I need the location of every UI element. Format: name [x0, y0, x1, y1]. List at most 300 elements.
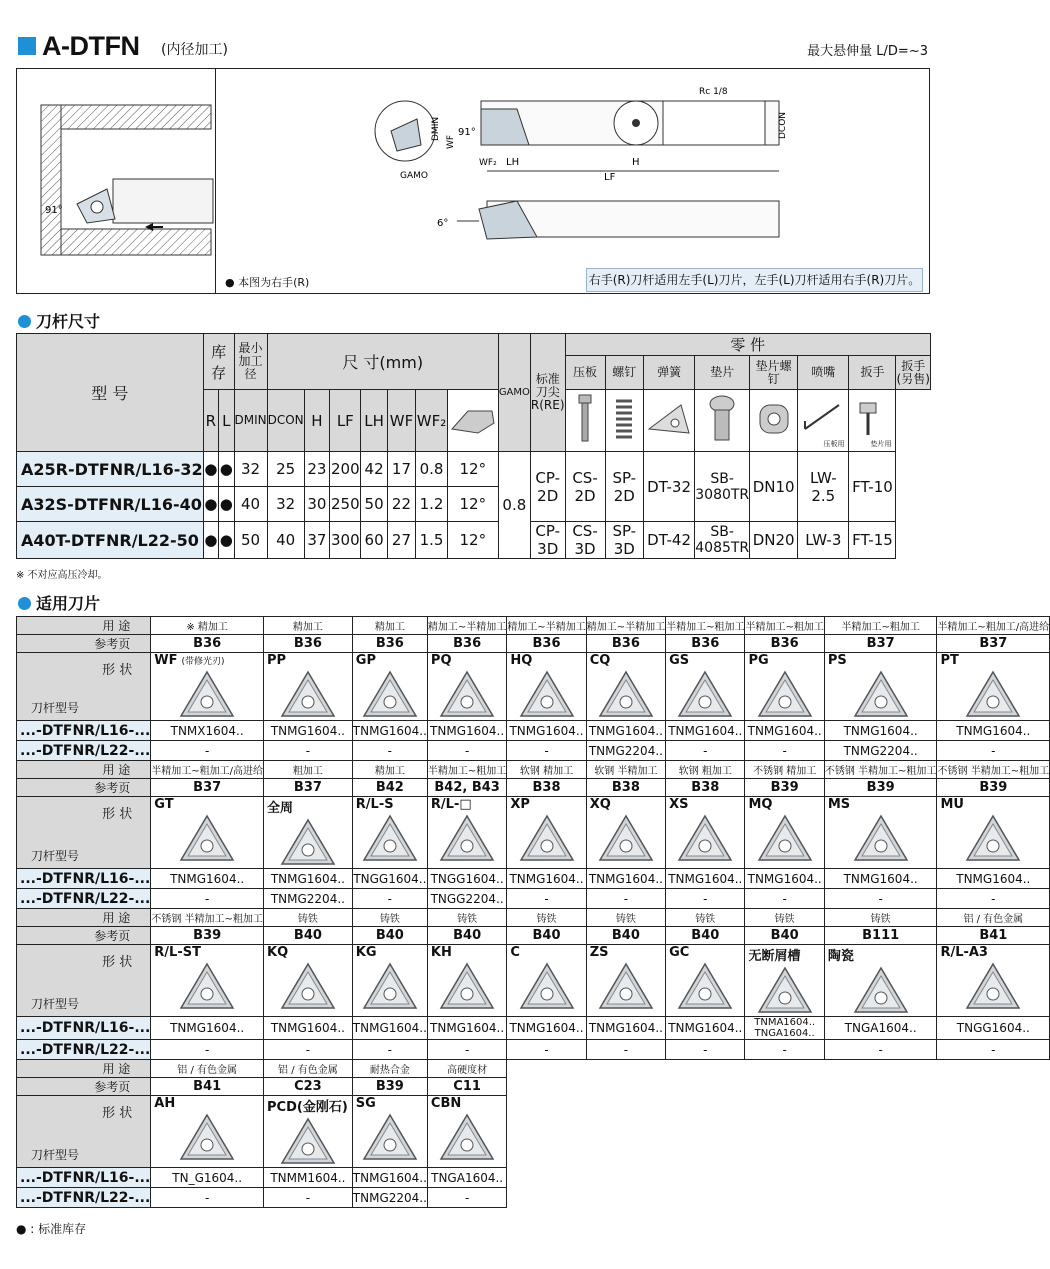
insert-shape-icon [360, 812, 420, 864]
insert-page: B40 [666, 927, 745, 945]
insert-shape: PCD(金刚石) [264, 1096, 353, 1168]
insert-shape: R/L-ST [151, 945, 264, 1017]
insert-model: TNMX1604.. [151, 721, 264, 741]
use-row-label: 用 途 [17, 1060, 151, 1078]
insert-use: 铝 / 有色金属 [264, 1060, 353, 1078]
insert-shape: PG [745, 653, 824, 721]
i16-row-label: ...-DTFNR/L16-... [17, 721, 151, 741]
insert-shape-icon [278, 960, 338, 1012]
insert-shape-icon [851, 964, 911, 1016]
insert-shape: SG [352, 1096, 427, 1168]
insert-page: B38 [507, 779, 586, 797]
insert-model: - [937, 1040, 1050, 1060]
c-lf: LF [330, 390, 361, 452]
insert-model: TNMG2204.. [824, 741, 937, 761]
insert-page: B36 [352, 635, 427, 653]
c-lh: LH [361, 390, 387, 452]
insert-model: TNMG1604.. [264, 721, 353, 741]
c-r: R [203, 390, 218, 452]
insert-shape: KG [352, 945, 427, 1017]
holder-table [16, 333, 931, 559]
re-value: 0.8 [498, 452, 530, 559]
table-row [17, 721, 1050, 741]
insert-model: - [264, 1188, 353, 1208]
use-row-label: 用 途 [17, 761, 151, 779]
page-row-label: 参考页 [17, 779, 151, 797]
i16-row-label: ...-DTFNR/L16-... [17, 869, 151, 889]
legend-stock: ● : 标准库存 [16, 1222, 87, 1236]
c-dmin: DMIN [234, 390, 267, 452]
insert-use: 软钢 粗加工 [666, 761, 745, 779]
h-stock: 库存 [203, 334, 234, 390]
insert-model: TNMG1604.. [586, 1017, 665, 1040]
insert-page: B36 [745, 635, 824, 653]
table-row: A25R-DTFNR/L16-32 ● ● 32 25 23 200 42 17 0.8 12° 0.8 CP-2D CS-2D SP-2D DT-32 SB-3080TR DN10 LW-2.5 FT-10 [17, 452, 931, 487]
insert-page: C23 [264, 1078, 353, 1096]
insert-use: 精加工 [352, 617, 427, 635]
insert-model: - [352, 741, 427, 761]
insert-use: 软钢 精加工 [507, 761, 586, 779]
insert-use: 半精加工~粗加工/高进给 [151, 761, 264, 779]
insert-use: 精加工~半精加工 [427, 617, 506, 635]
insert-shape: XP [507, 797, 586, 869]
i22-row-label: ...-DTFNR/L22-... [17, 1040, 151, 1060]
insert-model: - [151, 741, 264, 761]
c-h: H [304, 390, 330, 452]
insert-model: TNMG1604.. [824, 869, 937, 889]
insert-page: B39 [352, 1078, 427, 1096]
insert-model: TNMG2204.. [586, 741, 665, 761]
insert-shape: GC [666, 945, 745, 1017]
insert-model: - [745, 1040, 824, 1060]
insert-use: 精加工~半精加工 [586, 617, 665, 635]
insert-use: 精加工 [352, 761, 427, 779]
table-row [17, 761, 1050, 779]
insert-model: - [586, 889, 665, 909]
table-row [17, 797, 1050, 869]
insert-shape: ZS [586, 945, 665, 1017]
h-min: 最小加工径 [234, 334, 267, 390]
insert-shape: WF (带修光刃) [151, 653, 264, 721]
insert-model: - [937, 889, 1050, 909]
insert-use: 铸铁 [745, 909, 824, 927]
insert-model: - [666, 889, 745, 909]
insert-model: TNMG1604.. [666, 721, 745, 741]
insert-shape-icon [177, 1111, 237, 1163]
insert-model: - [151, 1188, 264, 1208]
insert-use: 铝 / 有色金属 [937, 909, 1050, 927]
insert-shape: GS [666, 653, 745, 721]
insert-shape: PQ [427, 653, 506, 721]
insert-model: TNMG1604.. [666, 869, 745, 889]
screw-icon [565, 390, 605, 452]
holder-drawing [17, 69, 931, 295]
insert-model: TNMG2204.. [264, 889, 353, 909]
insert-page: B37 [264, 779, 353, 797]
insert-shape-icon [963, 960, 1023, 1012]
insert-model: - [352, 1040, 427, 1060]
table-row [17, 1168, 1050, 1188]
insert-page: B38 [586, 779, 665, 797]
insert-model: TNMG1604.. [427, 721, 506, 741]
table-row [17, 945, 1050, 1017]
table-row [17, 1060, 1050, 1078]
insert-shape: MS [824, 797, 937, 869]
insert-use: 铸铁 [666, 909, 745, 927]
insert-page: C11 [427, 1078, 506, 1096]
insert-page: B41 [937, 927, 1050, 945]
insert-shape: PT [937, 653, 1050, 721]
right-hand-note: ● 本图为右手(R) [225, 276, 310, 289]
part-wrench-opt: 扳手(另售) [896, 356, 931, 390]
i16-row-label: ...-DTFNR/L16-... [17, 1168, 151, 1188]
insert-shape-icon [851, 812, 911, 864]
section-inserts: 适用刀片 [18, 591, 100, 614]
page-title: A-DTFN [42, 31, 140, 61]
clamp-icon [447, 390, 498, 452]
insert-model: TNMG1604.. [352, 721, 427, 741]
spring-icon [605, 390, 643, 452]
insert-use: 不锈钢 精加工 [745, 761, 824, 779]
table-row [17, 1096, 1050, 1168]
lh-label: LH [506, 157, 520, 168]
insert-shape-icon [437, 812, 497, 864]
table-row [17, 635, 1050, 653]
shape-holder-header: 形 状 刀杆型号 [17, 945, 151, 1017]
use-row-label: 用 途 [17, 617, 151, 635]
insert-use: 铸铁 [264, 909, 353, 927]
shape-holder-header: 形 状 刀杆型号 [17, 797, 151, 869]
insert-model: TNMG1604.. [507, 1017, 586, 1040]
i22-row-label: ...-DTFNR/L22-... [17, 1188, 151, 1208]
insert-page: B40 [507, 927, 586, 945]
insert-model: TNMG1604.. [427, 1017, 506, 1040]
insert-model: - [745, 889, 824, 909]
insert-shape: XQ [586, 797, 665, 869]
table-row [17, 1017, 1050, 1040]
footnote: ※ 不对应高压冷却。 [16, 570, 108, 581]
bullet-icon [18, 315, 31, 328]
insert-use: 铸铁 [824, 909, 937, 927]
insert-model: TNMG1604.. [507, 721, 586, 741]
insert-use: ※ 精加工 [151, 617, 264, 635]
insert-shape: R/L-S [352, 797, 427, 869]
insert-model: - [352, 889, 427, 909]
insert-model: - [824, 889, 937, 909]
insert-page: B42, B43 [427, 779, 506, 797]
insert-use: 耐热合金 [352, 1060, 427, 1078]
insert-page: B37 [824, 635, 937, 653]
c-wf: WF [387, 390, 415, 452]
insert-shape-icon [360, 668, 420, 720]
insert-shape-icon [596, 812, 656, 864]
table-row [17, 889, 1050, 909]
c-dcon: DCON [267, 390, 304, 452]
insert-page: B38 [666, 779, 745, 797]
insert-page: B37 [151, 779, 264, 797]
part-shim: 垫片 [695, 356, 750, 390]
insert-model: TNMG1604.. [352, 1168, 427, 1188]
insert-model: TNMG2204.. [352, 1188, 427, 1208]
insert-model: TNMG1604.. [824, 721, 937, 741]
page-header [16, 31, 934, 62]
insert-use: 半精加工~粗加工 [427, 761, 506, 779]
insert-shape: GP [352, 653, 427, 721]
insert-shape: HQ [507, 653, 586, 721]
insert-page: B40 [264, 927, 353, 945]
shim-screw-icon [695, 390, 750, 452]
insert-shape: PP [264, 653, 353, 721]
insert-model: - [745, 741, 824, 761]
insert-use: 铸铁 [427, 909, 506, 927]
insert-model: TNMA1604.. TNGA1604.. [745, 1017, 824, 1040]
use-row-label: 用 途 [17, 909, 151, 927]
insert-page: B36 [264, 635, 353, 653]
insert-shape: 陶瓷 [824, 945, 937, 1017]
insert-use: 粗加工 [264, 761, 353, 779]
shim-icon [643, 390, 694, 452]
wrench-icon: 压板用 [798, 390, 849, 452]
insert-model: TNMG1604.. [937, 721, 1050, 741]
part-wrench: 扳手 [849, 356, 896, 390]
insert-shape: KQ [264, 945, 353, 1017]
insert-shape: MQ [745, 797, 824, 869]
insert-page: B40 [352, 927, 427, 945]
h-re: 标准刀尖R(RE) [530, 334, 565, 452]
c-l: L [219, 390, 234, 452]
insert-shape-icon [177, 960, 237, 1012]
h-model: 型 号 [17, 334, 204, 452]
insert-shape: CQ [586, 653, 665, 721]
insert-page: B36 [427, 635, 506, 653]
insert-shape-icon [360, 960, 420, 1012]
insert-shape: 无断屑槽 [745, 945, 824, 1017]
insert-model: - [427, 741, 506, 761]
insert-shape-icon [517, 812, 577, 864]
insert-page: B37 [937, 635, 1050, 653]
insert-use: 铸铁 [586, 909, 665, 927]
insert-shape-icon [675, 812, 735, 864]
table-row [17, 1040, 1050, 1060]
insert-shape-icon [437, 960, 497, 1012]
page-row-label: 参考页 [17, 927, 151, 945]
shape-holder-header: 形 状 刀杆型号 [17, 1096, 151, 1168]
insert-page: B39 [824, 779, 937, 797]
insert-model: TNMG1604.. [586, 869, 665, 889]
insert-model: TNMG1604.. [151, 869, 264, 889]
title-square-icon [18, 37, 36, 55]
insert-model: TNGG1604.. [427, 869, 506, 889]
angle-91-left: 91° [45, 205, 63, 216]
insert-shape-icon [851, 668, 911, 720]
nozzle-icon [750, 390, 798, 452]
insert-shape: MU [937, 797, 1050, 869]
insert-model: - [824, 1040, 937, 1060]
insert-model: - [427, 1188, 506, 1208]
insert-shape: R/L-□ [427, 797, 506, 869]
i22-row-label: ...-DTFNR/L22-... [17, 741, 151, 761]
insert-model: TNMG1604.. [745, 869, 824, 889]
insert-model: - [151, 1040, 264, 1060]
insert-shape: PS [824, 653, 937, 721]
insert-model: - [586, 1040, 665, 1060]
table-row [17, 617, 1050, 635]
insert-model: TNMG1604.. [352, 1017, 427, 1040]
holder-diagram [16, 68, 930, 294]
shape-holder-header: 形 状 刀杆型号 [17, 653, 151, 721]
insert-use: 半精加工~粗加工 [745, 617, 824, 635]
insert-use: 半精加工~粗加工/高进给 [937, 617, 1050, 635]
insert-shape-icon [517, 960, 577, 1012]
insert-shape-icon [278, 816, 338, 868]
insert-shape-icon [755, 668, 815, 720]
insert-page: B36 [666, 635, 745, 653]
insert-shape-icon [963, 668, 1023, 720]
insert-model: TNGG1604.. [352, 869, 427, 889]
wrench-opt-icon: 垫片用 [849, 390, 896, 452]
table-row [17, 909, 1050, 927]
lf-label: LF [604, 172, 616, 183]
insert-shape: GT [151, 797, 264, 869]
page-subtitle: (内径加工) [161, 42, 228, 58]
insert-shape: CBN [427, 1096, 506, 1168]
insert-page: B41 [151, 1078, 264, 1096]
insert-model: - [507, 741, 586, 761]
insert-model: - [264, 1040, 353, 1060]
insert-shape: C [507, 945, 586, 1017]
insert-use: 不锈钢 半精加工~粗加工 [937, 761, 1050, 779]
insert-use: 不锈钢 半精加工~粗加工 [151, 909, 264, 927]
insert-shape-icon [177, 668, 237, 720]
insert-shape-icon [596, 668, 656, 720]
insert-shape-icon [177, 812, 237, 864]
insert-use: 半精加工~粗加工 [666, 617, 745, 635]
i22-row-label: ...-DTFNR/L22-... [17, 889, 151, 909]
insert-model: TNGG1604.. [937, 1017, 1050, 1040]
insert-shape: KH [427, 945, 506, 1017]
table-row [17, 869, 1050, 889]
table-row [17, 1078, 1050, 1096]
insert-shape: XS [666, 797, 745, 869]
angle-91-top: 91° [458, 127, 476, 138]
insert-shape-icon [755, 964, 815, 1016]
insert-model: - [666, 1040, 745, 1060]
insert-page: B36 [151, 635, 264, 653]
insert-use: 半精加工~粗加工 [824, 617, 937, 635]
insert-shape: R/L-A3 [937, 945, 1050, 1017]
section-holder-dims: 刀杆尺寸 [18, 309, 100, 332]
insert-model: TNMG1604.. [264, 869, 353, 889]
wf-label: WF [446, 134, 456, 149]
insert-shape-icon [360, 1111, 420, 1163]
insert-page: B36 [507, 635, 586, 653]
dmin-label: DMIN [431, 116, 441, 141]
insert-model: TNMG1604.. [586, 721, 665, 741]
model-cell: A32S-DTFNR/L16-40 [17, 487, 204, 522]
h-label: H [632, 157, 640, 168]
model-cell: A40T-DTFNR/L22-50 [17, 522, 204, 559]
insert-shape: 全周 [264, 797, 353, 869]
insert-use: 铸铁 [352, 909, 427, 927]
table-row [17, 779, 1050, 797]
insert-page: B40 [745, 927, 824, 945]
gamo-label: GAMO [400, 171, 428, 181]
part-screw: 螺钉 [605, 356, 643, 390]
insert-model: TNMG1604.. [937, 869, 1050, 889]
insert-model: - [937, 741, 1050, 761]
insert-use: 铸铁 [507, 909, 586, 927]
insert-use: 精加工~半精加工 [507, 617, 586, 635]
insert-page: B40 [427, 927, 506, 945]
insert-shape-icon [437, 668, 497, 720]
table-row [17, 653, 1050, 721]
insert-use: 精加工 [264, 617, 353, 635]
insert-model: TNGG2204.. [427, 889, 506, 909]
insert-shape-icon [963, 812, 1023, 864]
insert-shape-icon [278, 1115, 338, 1167]
insert-use: 高硬度材 [427, 1060, 506, 1078]
insert-use: 不锈钢 半精加工~粗加工 [824, 761, 937, 779]
part-nozzle: 喷嘴 [798, 356, 849, 390]
part-clamp: 压板 [565, 356, 605, 390]
insert-model: TNMG1604.. [507, 869, 586, 889]
insert-model: TNMG1604.. [745, 721, 824, 741]
insert-shape: AH [151, 1096, 264, 1168]
table-row: A32S-DTFNR/L16-40 ● ● 40 32 30 250 50 22 1.2 12° [17, 487, 931, 522]
insert-model: TNMM1604.. [264, 1168, 353, 1188]
insert-model: TNMG1604.. [264, 1017, 353, 1040]
insert-model: TNMG1604.. [151, 1017, 264, 1040]
h-gamo: GAMO [498, 334, 530, 452]
dcon-label: DCON [778, 111, 788, 139]
table-row: A40T-DTFNR/L22-50 ● ● 50 40 37 300 60 27 1.5 12° CP-3D CS-3D SP-3D DT-42 SB-4085TR DN20 LW-3 FT-15 [17, 522, 931, 559]
table-row [17, 927, 1050, 945]
insert-page: B40 [586, 927, 665, 945]
h-parts: 零 件 [565, 334, 930, 356]
insert-model: - [507, 1040, 586, 1060]
hand-compat-note: 右手(R)刀杆适用左手(L)刀片，左手(L)刀杆适用右手(R)刀片。 [586, 268, 923, 292]
part-spring: 弹簧 [643, 356, 694, 390]
insert-model: - [666, 741, 745, 761]
insert-table [16, 616, 1050, 1208]
insert-page: B39 [745, 779, 824, 797]
insert-shape-icon [755, 812, 815, 864]
insert-use: 软钢 半精加工 [586, 761, 665, 779]
model-cell: A25R-DTFNR/L16-32 [17, 452, 204, 487]
table-row [17, 1188, 1050, 1208]
i16-row-label: ...-DTFNR/L16-... [17, 1017, 151, 1040]
insert-model: - [507, 889, 586, 909]
insert-model: TNGA1604.. [427, 1168, 506, 1188]
table-row [17, 741, 1050, 761]
insert-model: - [264, 741, 353, 761]
insert-shape-icon [675, 668, 735, 720]
bullet-icon [18, 597, 31, 610]
insert-page: B42 [352, 779, 427, 797]
rc-label: Rc 1/8 [699, 87, 728, 97]
insert-page: B39 [937, 779, 1050, 797]
insert-page: B39 [151, 927, 264, 945]
insert-shape-icon [675, 960, 735, 1012]
insert-shape-icon [437, 1111, 497, 1163]
c-wf2: WF₂ [416, 390, 448, 452]
wf2-label: WF₂ [479, 158, 497, 168]
insert-model: TNMG1604.. [666, 1017, 745, 1040]
insert-shape-icon [596, 960, 656, 1012]
angle-6: 6° [437, 218, 449, 229]
insert-model: - [427, 1040, 506, 1060]
overhang-ratio: 最大悬伸量 L/D=~3 [807, 44, 928, 59]
